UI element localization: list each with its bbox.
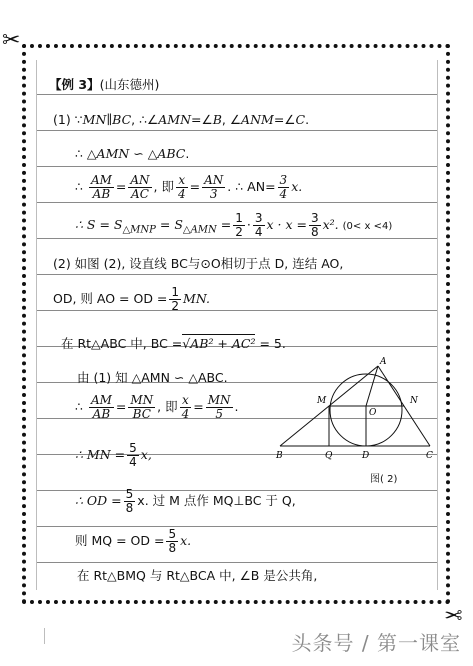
denominator: 3 <box>209 187 218 201</box>
lined-paper <box>36 60 438 590</box>
text: = 5. <box>255 336 286 351</box>
text: =∠ <box>191 112 213 127</box>
math-text: x². <box>322 217 339 232</box>
text: 在 Rt△ABC 中, BC = <box>61 336 183 351</box>
numerator: 5 <box>129 441 137 455</box>
label-B: B <box>276 451 283 461</box>
text: x. 过 M 点作 MQ⊥BC 于 Q, <box>137 493 296 508</box>
segment-AO <box>366 366 378 406</box>
denominator: AB <box>92 187 111 201</box>
solution-line-5: (2) 如图 (2), 设直线 BC与⊙O相切于点 D, 连结 AO, <box>53 256 344 271</box>
text: ∴ △ <box>75 146 97 161</box>
math-text: AMN <box>158 112 192 127</box>
text: , ∴∠ <box>131 112 159 127</box>
math-text: = S <box>155 217 183 232</box>
fraction <box>166 528 178 555</box>
text: , 即 <box>153 179 174 194</box>
fraction <box>128 174 151 201</box>
text: . ∴ AN= <box>227 179 276 194</box>
solution-line-8: 由 (1) 知 △AMN ∽ △ABC. <box>77 370 228 385</box>
math-text: MN. <box>183 291 210 306</box>
text: , 即 <box>157 399 178 414</box>
text: . <box>234 399 239 414</box>
rule-line <box>37 202 437 203</box>
label-O: O <box>369 408 377 418</box>
example-label: 【例 3】 <box>49 77 100 92</box>
numerator: x <box>180 394 192 408</box>
math-text: MN∥BC <box>82 112 132 127</box>
label-C: C <box>426 451 433 461</box>
math-text: ∴ S = S <box>75 217 123 232</box>
rule-line <box>37 94 437 95</box>
denominator: AC <box>131 187 149 201</box>
numerator: AM <box>90 393 112 407</box>
fraction <box>278 174 290 201</box>
fraction <box>128 394 155 421</box>
text: . <box>305 112 310 127</box>
numerator: 3 <box>279 173 288 187</box>
math-text: x. <box>291 179 303 194</box>
math-text: ∴ OD = <box>75 493 122 508</box>
text: = <box>115 399 127 414</box>
text: =∠ <box>273 112 296 127</box>
numerator: 1 <box>235 211 243 225</box>
math-text: x. <box>180 533 192 548</box>
figure-caption: 图( 2) <box>370 474 398 485</box>
numerator: AN <box>204 173 224 187</box>
solution-line-11 <box>75 486 296 516</box>
example-header <box>49 77 159 93</box>
math-text: AMN <box>96 146 130 161</box>
solution-line-2 <box>75 146 189 162</box>
fraction <box>124 488 136 515</box>
solution-line-4 <box>75 210 392 246</box>
page-edge-mark <box>44 628 45 644</box>
solution-line-9 <box>75 392 239 422</box>
fraction <box>127 442 139 469</box>
text: ∴ <box>75 179 83 194</box>
watermark-text: 头条号 / 第一课室 <box>291 631 461 655</box>
subscript: △MNP <box>122 224 156 236</box>
math-text: ∴ MN = <box>75 447 126 462</box>
rule-line <box>37 166 437 167</box>
denominator: 4 <box>178 187 186 201</box>
solution-line-12 <box>75 526 191 556</box>
denominator: 2 <box>171 299 180 313</box>
text: (1) ∵ <box>53 112 83 127</box>
denominator: AB <box>92 407 111 421</box>
math-text: B <box>212 112 222 127</box>
math-text: ABC <box>157 146 186 161</box>
solution-line-1 <box>53 112 309 128</box>
denominator: 4 <box>279 187 288 201</box>
denominator: 4 <box>129 455 137 469</box>
numerator: 5 <box>168 527 177 541</box>
fraction <box>89 394 114 421</box>
fraction <box>169 286 181 313</box>
numerator: 1 <box>171 285 180 299</box>
math-text: ANM <box>241 112 274 127</box>
denominator: 2 <box>235 225 243 239</box>
geometry-figure <box>270 356 440 486</box>
label-D: D <box>362 451 370 461</box>
denominator: 4 <box>254 225 263 239</box>
label-M: M <box>317 396 327 406</box>
numerator: 3 <box>310 211 319 225</box>
text: OD, 则 AO = OD = <box>53 291 168 306</box>
solution-line-7 <box>61 336 286 352</box>
math-text: C <box>295 112 306 127</box>
rule-line <box>37 130 437 131</box>
math-text: x · x = <box>266 217 307 232</box>
text: 则 MQ = OD = <box>75 533 165 548</box>
rule-line <box>37 562 437 563</box>
subscript: △AMN <box>182 224 217 236</box>
solution-line-10 <box>75 440 152 470</box>
label-A: A <box>380 357 387 367</box>
scissors-icon-bottom-right: ✂ <box>444 604 463 629</box>
denominator: 8 <box>125 501 134 515</box>
sqrt-expression: √AB² + AC² <box>182 336 256 351</box>
text: ∽ △ <box>129 146 158 161</box>
denominator: 8 <box>168 541 177 555</box>
solution-line-13: 在 Rt△BMQ 与 Rt△BCA 中, ∠B 是公共角, <box>77 568 318 583</box>
fraction <box>206 394 233 421</box>
fraction <box>309 212 321 239</box>
scissors-icon-top-left: ✂ <box>2 28 21 53</box>
text: . <box>185 146 190 161</box>
text: = <box>193 399 204 414</box>
numerator: MN <box>207 393 231 407</box>
text: = <box>216 217 232 232</box>
numerator: AN <box>130 173 150 187</box>
denominator: 5 <box>215 407 223 421</box>
numerator: 5 <box>125 487 134 501</box>
label-N: N <box>410 396 418 406</box>
fraction <box>180 394 192 421</box>
numerator: AM <box>90 173 112 187</box>
domain-note: (0< x <4) <box>342 221 393 232</box>
text: , ∠ <box>221 112 242 127</box>
solution-line-3: ∴ $\frac{AM}{AB}$ = $\frac{AN}{AC}$ , 即 $\frac{x}{4}$ = $\frac{AN}{3}$ . ∴ AN= $\frac{3}{4}$ x. <box>75 173 303 201</box>
denominator: 4 <box>181 407 190 421</box>
numerator: x <box>176 174 188 188</box>
fraction <box>233 212 245 239</box>
text: ∴ <box>75 399 83 414</box>
numerator: MN <box>130 393 154 407</box>
denominator: BC <box>132 407 151 421</box>
fraction <box>176 174 188 201</box>
fraction <box>202 174 225 201</box>
solution-line-6 <box>53 284 210 314</box>
example-source: (山东德州) <box>99 77 160 92</box>
text: = <box>115 179 127 194</box>
label-Q: Q <box>325 451 333 461</box>
numerator: 3 <box>254 211 263 225</box>
denominator: 8 <box>310 225 319 239</box>
text: · <box>246 217 251 232</box>
math-text: x, <box>140 447 152 462</box>
rule-line <box>37 274 437 275</box>
fraction <box>253 212 265 239</box>
fraction <box>89 174 114 201</box>
